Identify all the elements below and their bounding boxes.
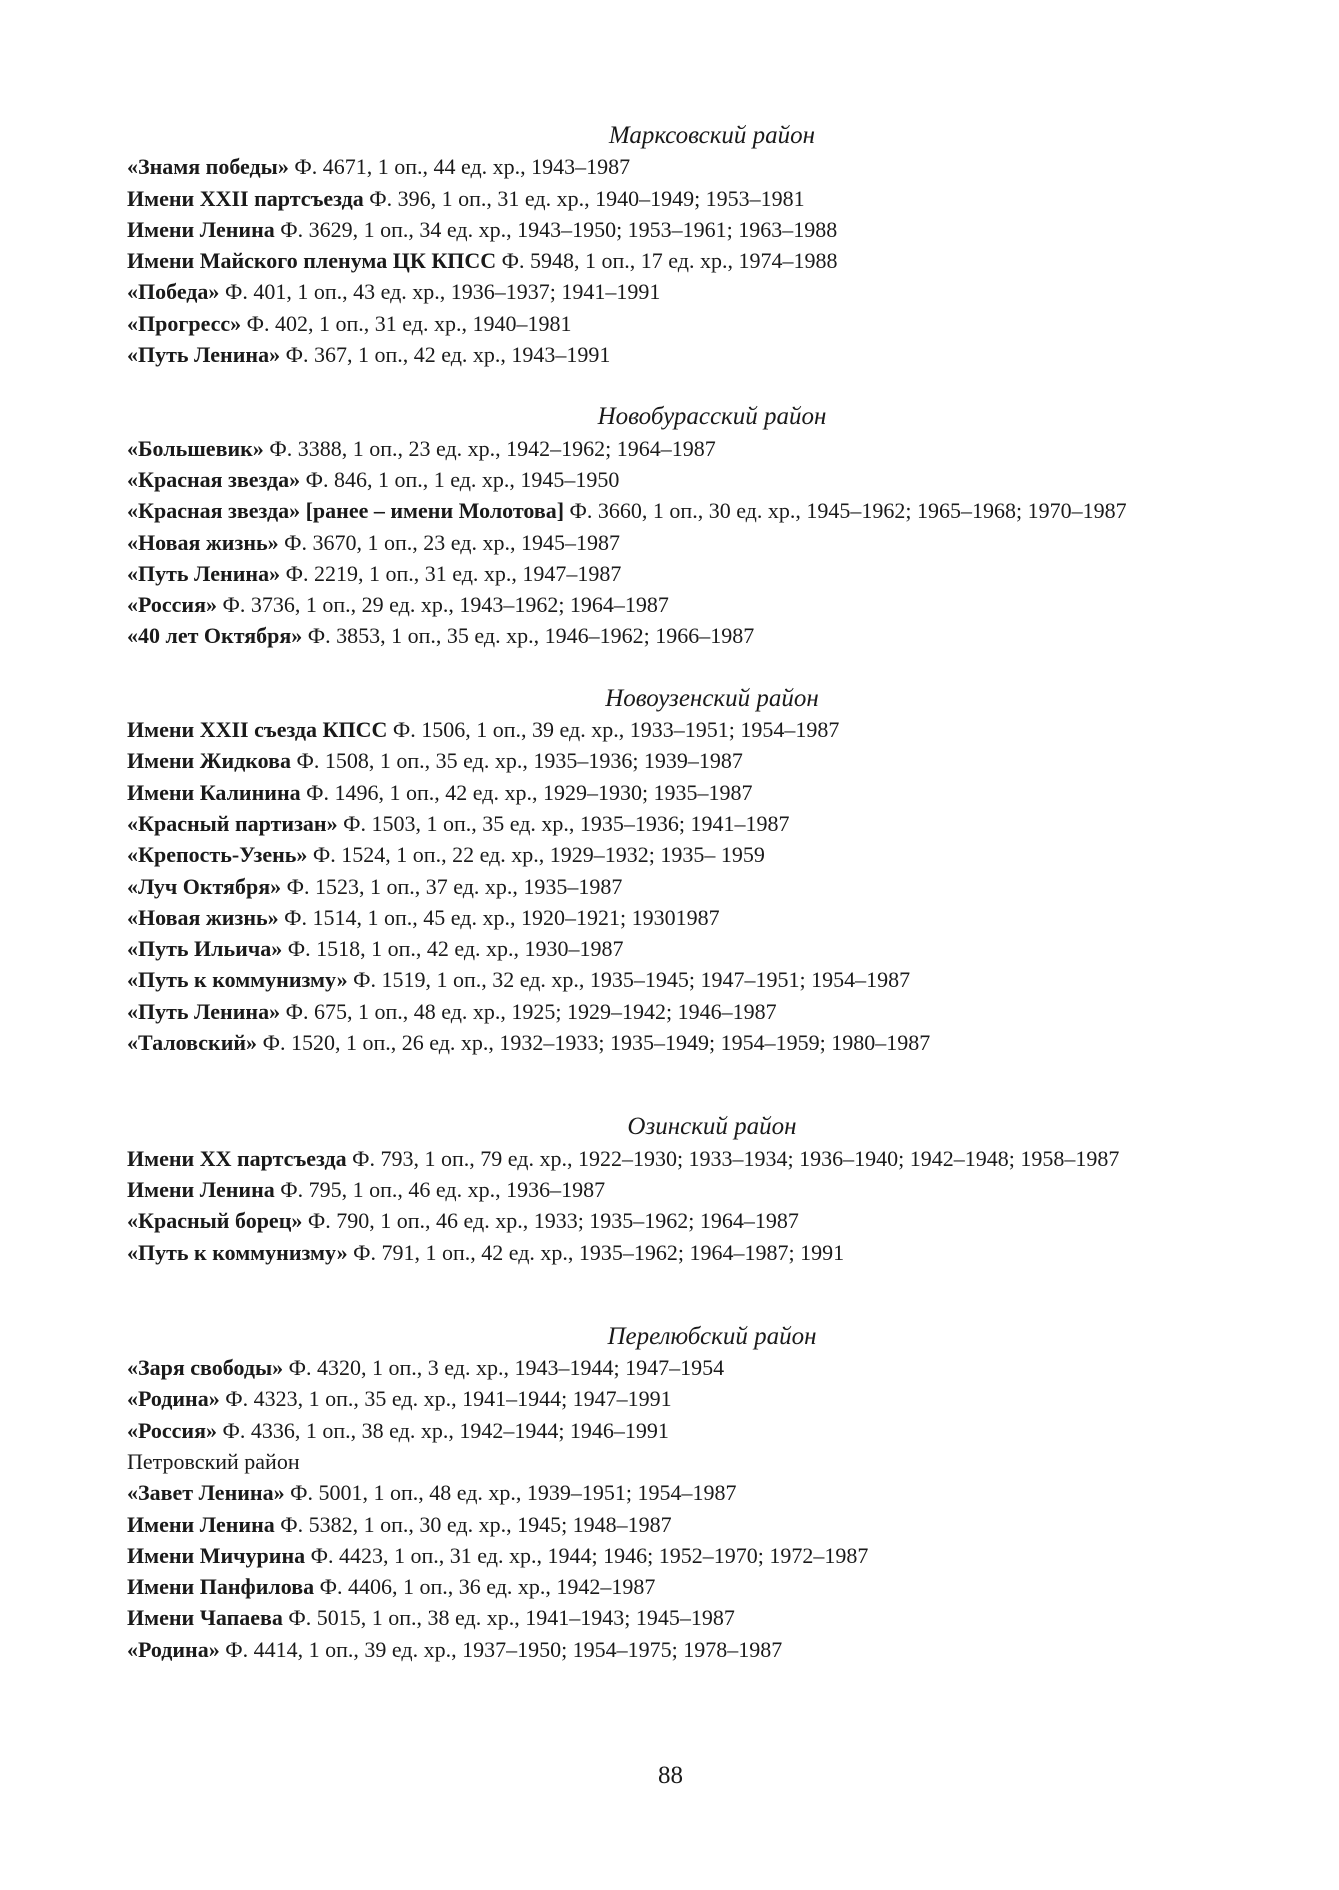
entry-name: «Путь Ильича»	[127, 936, 283, 962]
entry-name: «Таловский»	[127, 1030, 258, 1056]
entry-details: Ф. 1519, 1 оп., 32 ед. хр., 1935–1945; 1947–1951; 1954–1987	[347, 967, 911, 993]
entry-details: Ф. 401, 1 оп., 43 ед. хр., 1936–1937; 1941–1991	[219, 279, 661, 305]
list-item	[127, 589, 1227, 620]
district-section-marksovsky	[127, 120, 1227, 370]
list-item	[127, 276, 1227, 307]
district-section-ozinsky	[127, 1111, 1227, 1267]
entry-name: «Путь Ленина»	[127, 998, 281, 1024]
entry-details: Ф. 791, 1 оп., 42 ед. хр., 1935–1962; 1964–1987; 1991	[347, 1239, 845, 1265]
entry-name: «Красная звезда» [ранее – имени Молотова]	[127, 498, 565, 524]
entry-name: «Путь к коммунизму»	[127, 1239, 348, 1265]
entry-name: «Россия»	[127, 592, 217, 618]
entry-name: Имени Чапаева	[127, 1605, 283, 1631]
entry-details: Ф. 1508, 1 оп., 35 ед. хр., 1935–1936; 1939–1987	[291, 748, 743, 774]
entry-details: Ф. 4414, 1 оп., 39 ед. хр., 1937–1950; 1954–1975; 1978–1987	[219, 1636, 783, 1662]
entry-details: Ф. 1496, 1 оп., 42 ед. хр., 1929–1930; 1935–1987	[300, 779, 753, 805]
entry-details: Ф. 1520, 1 оп., 26 ед. хр., 1932–1933; 1935–1949; 1954–1959; 1980–1987	[257, 1030, 931, 1056]
district-subheading-petrovsky: Петровский район	[127, 1448, 300, 1474]
entry-details: Ф. 4671, 1 оп., 44 ед. хр., 1943–1987	[288, 154, 631, 180]
entry-name: «Новая жизнь»	[127, 529, 279, 555]
entry-details: Ф. 396, 1 оп., 31 ед. хр., 1940–1949; 1953–1981	[363, 185, 805, 211]
district-heading: Перелюбский район	[607, 1322, 817, 1350]
entry-details: Ф. 790, 1 оп., 46 ед. хр., 1933; 1935–1962; 1964–1987	[302, 1208, 799, 1234]
list-item	[127, 996, 1227, 1027]
district-section-novoburassky	[127, 401, 1227, 651]
page-number: 88	[658, 1762, 683, 1789]
entry-name: Имени Ленина	[127, 1176, 275, 1202]
entry-details: Ф. 2219, 1 оп., 31 ед. хр., 1947–1987	[280, 560, 622, 586]
entry-name: «Большевик»	[127, 435, 264, 461]
entry-details: Ф. 3388, 1 оп., 23 ед. хр., 1942–1962; 1964–1987	[263, 435, 716, 461]
list-item	[127, 1477, 1227, 1508]
entry-details: Ф. 5001, 1 оп., 48 ед. хр., 1939–1951; 1954–1987	[284, 1480, 737, 1506]
entry-details: Ф. 3629, 1 оп., 34 ед. хр., 1943–1950; 1953–1961; 1963–1988	[274, 216, 838, 242]
entry-name: «Луч Октября»	[127, 873, 282, 899]
entry-name: «Родина»	[127, 1636, 220, 1662]
list-item	[127, 1205, 1227, 1236]
entry-details: Ф. 3853, 1 оп., 35 ед. хр., 1946–1962; 1966–1987	[302, 623, 755, 649]
entry-name: «Путь к коммунизму»	[127, 967, 348, 993]
entry-details: Ф. 1524, 1 оп., 22 ед. хр., 1929–1932; 1935– 1959	[307, 842, 765, 868]
list-item	[127, 183, 1227, 214]
district-heading: Новобурасский район	[597, 403, 827, 431]
list-item	[127, 527, 1227, 558]
entry-details: Ф. 1503, 1 оп., 35 ед. хр., 1935–1936; 1941–1987	[337, 810, 790, 836]
district-section-perelyubsky	[127, 1321, 1227, 1665]
entry-name: «Заря свободы»	[127, 1355, 284, 1381]
entry-details: Ф. 793, 1 оп., 79 ед. хр., 1922–1930; 1933–1934; 1936–1940; 1942–1948; 1958–1987	[346, 1145, 1120, 1171]
list-item	[127, 1415, 1227, 1446]
entry-details: Ф. 402, 1 оп., 31 ед. хр., 1940–1981	[241, 310, 572, 336]
list-item	[127, 339, 1227, 370]
list-item	[127, 1237, 1227, 1268]
entry-name: Имени Панфилова	[127, 1574, 315, 1600]
list-item	[127, 964, 1227, 995]
list-item	[127, 1602, 1227, 1633]
entry-name: Имени Майского пленума ЦК КПСС	[127, 248, 497, 274]
entry-name: «Красный партизан»	[127, 810, 338, 836]
entry-details: Ф. 1518, 1 оп., 42 ед. хр., 1930–1987	[282, 936, 624, 962]
entry-name: Имени Калинина	[127, 779, 301, 805]
entry-details: Ф. 3670, 1 оп., 23 ед. хр., 1945–1987	[278, 529, 620, 555]
district-heading: Озинский район	[627, 1113, 797, 1141]
entry-name: Имени Ленина	[127, 1511, 275, 1537]
entry-details: Ф. 4406, 1 оп., 36 ед. хр., 1942–1987	[314, 1574, 656, 1600]
entry-name: «Завет Ленина»	[127, 1480, 285, 1506]
entry-details: Ф. 5382, 1 оп., 30 ед. хр., 1945; 1948–1987	[274, 1511, 672, 1537]
entry-name: Имени XXII партсъезда	[127, 185, 364, 211]
list-item	[127, 839, 1227, 870]
entry-details: Ф. 4323, 1 оп., 35 ед. хр., 1941–1944; 1947–1991	[219, 1386, 672, 1412]
page-content	[127, 120, 1227, 1665]
entry-details: Ф. 795, 1 оп., 46 ед. хр., 1936–1987	[274, 1176, 606, 1202]
list-item	[127, 1174, 1227, 1205]
entry-details: Ф. 4423, 1 оп., 31 ед. хр., 1944; 1946; 1952–1970; 1972–1987	[305, 1542, 869, 1568]
entry-details: Ф. 1523, 1 оп., 37 ед. хр., 1935–1987	[281, 873, 623, 899]
list-item	[127, 1571, 1227, 1602]
entry-details: Ф. 5948, 1 оп., 17 ед. хр., 1974–1988	[496, 248, 838, 274]
list-item	[127, 1027, 1227, 1058]
entry-details: Ф. 846, 1 оп., 1 ед. хр., 1945–1950	[300, 466, 620, 492]
list-item	[127, 558, 1227, 589]
entry-name: Имени Мичурина	[127, 1542, 306, 1568]
list-item	[127, 745, 1227, 776]
entry-details: Ф. 367, 1 оп., 42 ед. хр., 1943–1991	[280, 342, 611, 368]
entry-name: «Россия»	[127, 1417, 217, 1443]
entry-name: Имени XX партсъезда	[127, 1145, 347, 1171]
entry-details: Ф. 5015, 1 оп., 38 ед. хр., 1941–1943; 1945–1987	[282, 1605, 735, 1631]
entry-name: «Прогресс»	[127, 310, 242, 336]
entry-name: «Путь Ленина»	[127, 560, 281, 586]
entry-name: «Новая жизнь»	[127, 904, 279, 930]
list-item	[127, 433, 1227, 464]
district-heading: Новоузенский район	[605, 684, 819, 712]
list-item	[127, 245, 1227, 276]
list-item	[127, 871, 1227, 902]
list-item	[127, 777, 1227, 808]
list-item	[127, 1509, 1227, 1540]
entry-name: Имени XXII съезда КПСС	[127, 717, 388, 743]
entry-details: Ф. 3660, 1 оп., 30 ед. хр., 1945–1962; 1965–1968; 1970–1987	[564, 498, 1127, 524]
list-item	[127, 214, 1227, 245]
list-item	[127, 620, 1227, 651]
entry-name: «Родина»	[127, 1386, 220, 1412]
list-item	[127, 808, 1227, 839]
entry-details: Ф. 675, 1 оп., 48 ед. хр., 1925; 1929–1942; 1946–1987	[280, 998, 777, 1024]
district-heading: Марксовский район	[608, 122, 816, 149]
entry-name: «Красный борец»	[127, 1208, 303, 1234]
entry-name: «Победа»	[127, 279, 220, 305]
entry-name: «40 лет Октября»	[127, 623, 303, 649]
entry-name: «Крепость-Узень»	[127, 842, 308, 868]
list-item	[127, 714, 1227, 745]
entry-name: «Красная звезда»	[127, 466, 301, 492]
list-item	[127, 495, 1227, 526]
entry-name: Имени Жидкова	[127, 748, 291, 774]
list-item	[127, 1634, 1227, 1665]
entry-details: Ф. 4320, 1 оп., 3 ед. хр., 1943–1944; 1947–1954	[283, 1355, 725, 1381]
entry-details: Ф. 4336, 1 оп., 38 ед. хр., 1942–1944; 1946–1991	[217, 1417, 669, 1443]
entry-details: Ф. 3736, 1 оп., 29 ед. хр., 1943–1962; 1964–1987	[217, 592, 669, 618]
list-item	[127, 151, 1227, 182]
list-item	[127, 1352, 1227, 1383]
list-item	[127, 1143, 1227, 1174]
list-item	[127, 308, 1227, 339]
entry-details: Ф. 1506, 1 оп., 39 ед. хр., 1933–1951; 1954–1987	[387, 717, 840, 743]
entry-name: Имени Ленина	[127, 216, 275, 242]
entry-name: «Знамя победы»	[127, 154, 289, 180]
entry-details: Ф. 1514, 1 оп., 45 ед. хр., 1920–1921; 19301987	[278, 904, 720, 930]
list-item	[127, 1540, 1227, 1571]
district-section-novouzensky	[127, 683, 1227, 1059]
entry-name: «Путь Ленина»	[127, 342, 281, 368]
list-item	[127, 902, 1227, 933]
list-item	[127, 933, 1227, 964]
list-item	[127, 1383, 1227, 1414]
list-item	[127, 464, 1227, 495]
